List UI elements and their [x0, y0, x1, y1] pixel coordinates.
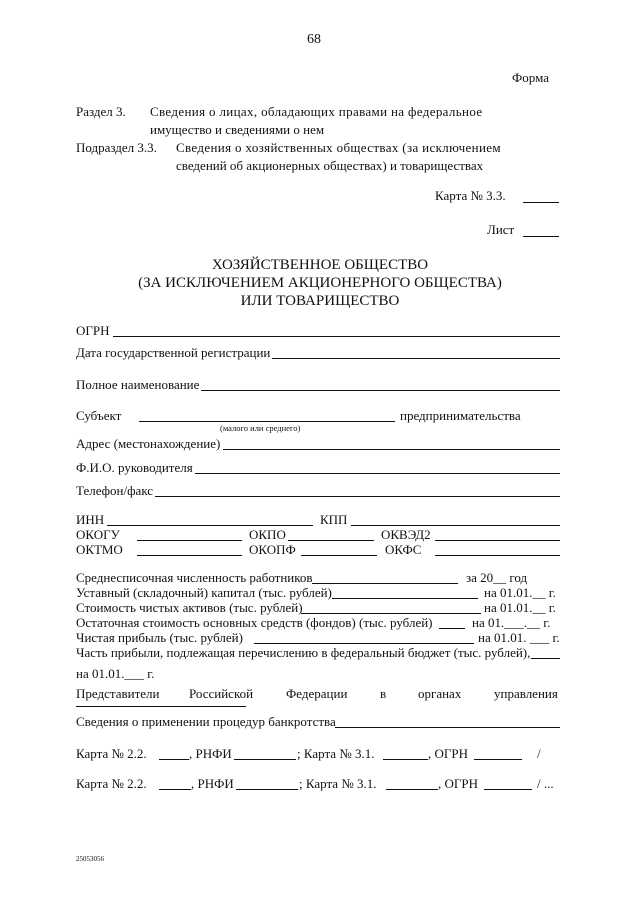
- net-profit-suffix: на 01.01. ___ г.: [478, 630, 560, 645]
- doc-title-line-2: (ЗА ИСКЛЮЧЕНИЕМ АКЦИОНЕРНОГО ОБЩЕСТВА): [138, 275, 502, 291]
- employees-suffix: за 20__ год: [466, 570, 528, 585]
- ref1-ogrn-label: , ОГРН: [428, 746, 469, 761]
- sheet-label: Лист: [487, 222, 515, 237]
- residual-field[interactable]: [439, 628, 465, 629]
- entrepreneurship-label: предпринимательства: [400, 408, 521, 423]
- director-label: Ф.И.О. руководителя: [76, 460, 193, 475]
- okogu-field[interactable]: [137, 540, 242, 541]
- ref1-ogrn-field[interactable]: [474, 759, 522, 760]
- subject-field[interactable]: [139, 421, 395, 422]
- director-field[interactable]: [195, 473, 560, 474]
- subsection-text-2: сведений об акционерных обществах) и товариществах: [176, 158, 484, 173]
- representatives-field[interactable]: [76, 706, 246, 707]
- kpp-field[interactable]: [351, 525, 560, 526]
- reg-date-label: Дата государственной регистрации: [76, 345, 271, 360]
- capital-suffix: на 01.01.__ г.: [484, 585, 556, 600]
- okopf-label: ОКОПФ: [249, 542, 296, 557]
- residual-suffix: на 01.___.__ г.: [472, 615, 551, 630]
- okved2-field[interactable]: [435, 540, 560, 541]
- ref2-card22-field[interactable]: [159, 789, 191, 790]
- okved2-label: ОКВЭД2: [381, 527, 431, 542]
- okpo-field[interactable]: [288, 540, 374, 541]
- section-label: Раздел 3.: [76, 104, 126, 119]
- ref1-card22-label: Карта № 2.2.: [76, 746, 147, 761]
- okopf-field[interactable]: [301, 555, 377, 556]
- representatives-word-3: Федерации: [286, 686, 348, 701]
- page-number: 68: [307, 32, 321, 47]
- representatives-word-5: органах: [418, 686, 462, 701]
- okfs-label: ОКФС: [385, 542, 422, 557]
- representatives-word-4: в: [380, 686, 387, 701]
- ref2-rnfi-label: , РНФИ: [191, 776, 234, 791]
- ref1-rnfi-field[interactable]: [234, 759, 296, 760]
- ref1-card31-label: ; Карта № 3.1.: [297, 746, 375, 761]
- phone-field[interactable]: [155, 496, 560, 497]
- kpp-label: КПП: [320, 512, 348, 527]
- representatives-word-6: управления: [494, 686, 558, 701]
- subsection-label: Подраздел 3.3.: [76, 140, 157, 155]
- profit-share-field[interactable]: [531, 658, 560, 659]
- ref1-rnfi-label: , РНФИ: [189, 746, 232, 761]
- capital-label: Уставный (складочный) капитал (тыс. рублей): [76, 585, 332, 600]
- ref1-end: /: [537, 746, 541, 761]
- bankruptcy-field[interactable]: [335, 727, 560, 728]
- phone-label: Телефон/факс: [76, 483, 154, 498]
- full-name-field[interactable]: [201, 390, 560, 391]
- doc-title-line-3: ИЛИ ТОВАРИЩЕСТВО: [240, 293, 400, 309]
- address-label: Адрес (местонахождение): [76, 436, 221, 451]
- subject-label: Субъект: [76, 408, 122, 423]
- oktmo-field[interactable]: [137, 555, 242, 556]
- ogrn-label: ОГРН: [76, 323, 110, 338]
- doc-title-line-1: ХОЗЯЙСТВЕННОЕ ОБЩЕСТВО: [211, 257, 429, 273]
- residual-label: Остаточная стоимость основных средств (фондов) (тыс. рублей): [76, 615, 433, 630]
- net-assets-field[interactable]: [301, 613, 481, 614]
- subsection-text-1: Сведения о хозяйственных обществах (за исключением: [176, 140, 501, 155]
- form-label: Форма: [512, 70, 549, 85]
- full-name-label: Полное наименование: [76, 377, 200, 392]
- section-text-2: имущество и сведениями о нем: [150, 122, 325, 137]
- subject-hint: (малого или среднего): [220, 423, 301, 433]
- employees-field[interactable]: [312, 583, 458, 584]
- card-number-blank: [523, 202, 559, 203]
- bankruptcy-label: Сведения о применении процедур банкротства: [76, 714, 336, 729]
- ref1-card22-field[interactable]: [159, 759, 189, 760]
- ref2-ogrn-field[interactable]: [484, 789, 532, 790]
- oktmo-label: ОКТМО: [76, 542, 123, 557]
- representatives-word-2: Российской: [189, 686, 254, 701]
- net-profit-label: Чистая прибыль (тыс. рублей): [76, 630, 243, 645]
- representatives-word-1: Представители: [76, 686, 160, 701]
- inn-label: ИНН: [76, 512, 105, 527]
- net-assets-label: Стоимость чистых активов (тыс. рублей): [76, 600, 303, 615]
- ref2-end: / ...: [537, 776, 554, 791]
- profit-share-label: Часть прибыли, подлежащая перечислению в федеральный бюджет (тыс. рублей),: [76, 645, 531, 660]
- footer-code: 25053056: [76, 855, 104, 863]
- ref2-ogrn-label: , ОГРН: [438, 776, 479, 791]
- reg-date-field[interactable]: [272, 358, 560, 359]
- employees-label: Среднесписочная численность работников: [76, 570, 313, 585]
- sheet-blank: [523, 236, 559, 237]
- okfs-field[interactable]: [435, 555, 560, 556]
- okpo-label: ОКПО: [249, 527, 286, 542]
- net-assets-suffix: на 01.01.__ г.: [484, 600, 556, 615]
- profit-share-date: на 01.01.___ г.: [76, 666, 155, 681]
- ogrn-field[interactable]: [113, 336, 560, 337]
- capital-field[interactable]: [332, 598, 478, 599]
- section-text-1: Сведения о лицах, обладающих правами на федеральное: [150, 104, 483, 119]
- inn-field[interactable]: [107, 525, 313, 526]
- ref1-card31-field[interactable]: [383, 759, 428, 760]
- ref2-card31-label: ; Карта № 3.1.: [299, 776, 377, 791]
- ref2-card31-field[interactable]: [386, 789, 438, 790]
- ref2-rnfi-field[interactable]: [236, 789, 298, 790]
- okogu-label: ОКОГУ: [76, 527, 120, 542]
- card-number-label: Карта № 3.3.: [435, 188, 506, 203]
- net-profit-field[interactable]: [254, 643, 474, 644]
- ref2-card22-label: Карта № 2.2.: [76, 776, 147, 791]
- address-field[interactable]: [223, 449, 560, 450]
